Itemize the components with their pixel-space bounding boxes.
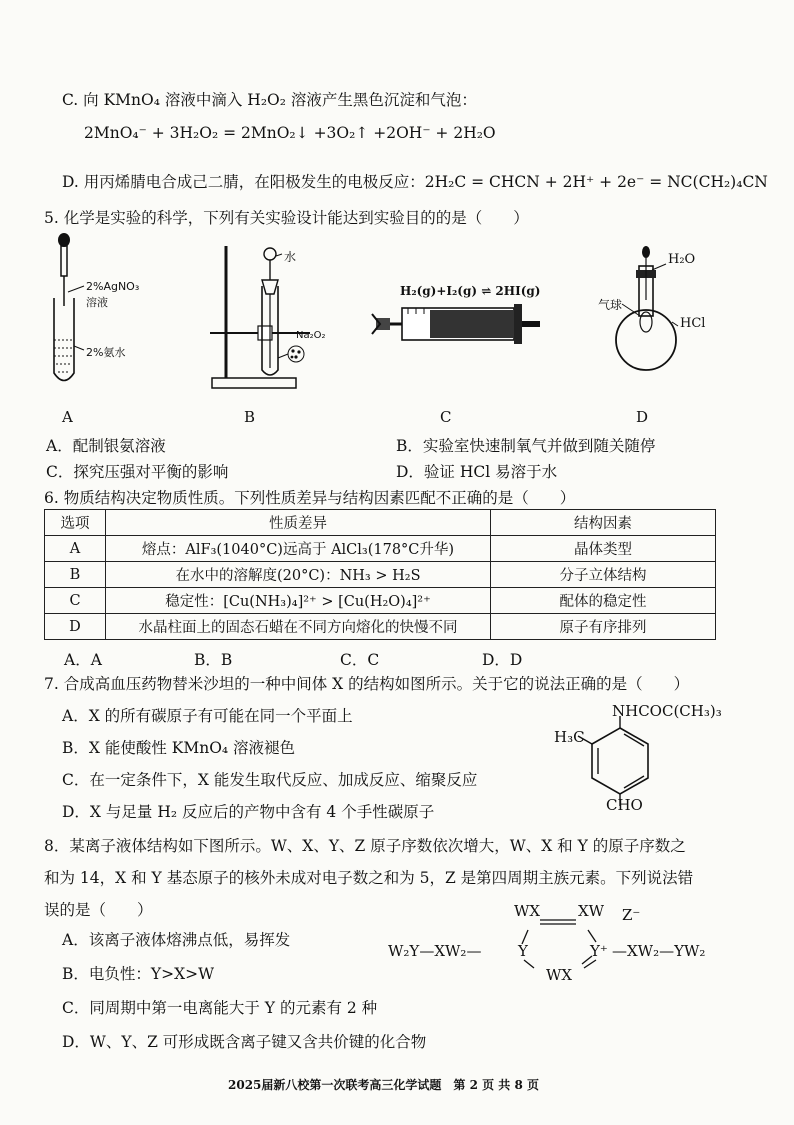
q5-option-b: B．实验室快速制氧气并做到随关随停 bbox=[396, 437, 656, 455]
q7-left-group: H₃C bbox=[554, 728, 585, 746]
fig-b-label: B bbox=[244, 408, 256, 426]
q8-ring-top-right: XW bbox=[578, 902, 605, 920]
table-cell: 稳定性：[Cu(NH₃)₄]²⁺ > [Cu(H₂O)₄]²⁺ bbox=[106, 588, 491, 614]
q8-left-chain: W₂Y—XW₂— bbox=[388, 942, 482, 960]
table-row bbox=[45, 614, 716, 640]
table-cell: C bbox=[45, 588, 106, 614]
q8-ring-top-left: WX bbox=[514, 902, 541, 920]
q8-option-b: B．电负性：Y>X>W bbox=[62, 965, 215, 983]
q8-stem-line2: 和为 14，X 和 Y 基态原子的核外未成对电子数之和为 5，Z 是第四周期主族元素。下列说法错 bbox=[44, 869, 694, 887]
page-footer: 2025届新八校第一次联考高三化学试题 第 2 页 共 8 页 bbox=[228, 1078, 539, 1092]
q8-option-d: D．W、Y、Z 可形成既含离子键又含共价键的化合物 bbox=[62, 1033, 427, 1051]
fig-a-agno3: 2%AgNO₃ bbox=[86, 280, 140, 293]
q7-option-c: C．在一定条件下，X 能发生取代反应、加成反应、缩聚反应 bbox=[62, 771, 478, 789]
figure-b-apparatus bbox=[200, 238, 330, 398]
q6-choice-b: B．B bbox=[194, 651, 233, 669]
fig-d-balloon: 气球 bbox=[598, 298, 623, 312]
q6-table bbox=[44, 509, 716, 640]
q7-bottom-group: CHO bbox=[606, 796, 643, 814]
q8-option-a: A．该离子液体熔沸点低，易挥发 bbox=[62, 931, 291, 949]
q5-option-a: A．配制银氨溶液 bbox=[46, 437, 166, 455]
table-cell: 分子立体结构 bbox=[491, 562, 716, 588]
q8-stem-line1: 8．某离子液体结构如下图所示。W、X、Y、Z 原子序数依次增大，W、X 和 Y 的原子序数之 bbox=[44, 837, 686, 855]
q5-option-d: D．验证 HCl 易溶于水 bbox=[396, 463, 558, 481]
q8-option-c: C．同周期中第一电离能大于 Y 的元素有 2 种 bbox=[62, 999, 378, 1017]
table-cell: 配体的稳定性 bbox=[491, 588, 716, 614]
q6-choice-c: C．C bbox=[340, 651, 380, 669]
table-cell: D bbox=[45, 614, 106, 640]
fig-c-label: C bbox=[440, 408, 452, 426]
fig-d-hcl: HCl bbox=[680, 316, 706, 331]
fig-a-solution: 溶液 bbox=[86, 296, 108, 309]
q8-ring-y-right: Y⁺ bbox=[590, 942, 608, 960]
table-header-row bbox=[45, 510, 716, 536]
fig-a-label: A bbox=[62, 408, 73, 426]
q4-option-c-equation: 2MnO₄⁻ + 3H₂O₂ = 2MnO₂↓ +3O₂↑ +2OH⁻ + 2H₂O bbox=[84, 124, 496, 142]
table-header: 性质差异 bbox=[106, 510, 491, 536]
q7-top-group: NHCOC(CH₃)₃ bbox=[612, 702, 722, 720]
figure-c-syringe bbox=[368, 300, 548, 350]
q6-choice-a: A．A bbox=[64, 651, 102, 669]
table-row bbox=[45, 536, 716, 562]
table-cell: 原子有序排列 bbox=[491, 614, 716, 640]
q6-choice-d: D．D bbox=[482, 651, 523, 669]
q5-stem: 5. 化学是实验的科学，下列有关实验设计能达到实验目的的是（ ） bbox=[44, 209, 529, 227]
table-cell: 熔点：AlF₃(1040°C)远高于 AlCl₃(178°C升华) bbox=[106, 536, 491, 562]
table-cell: 在水中的溶解度(20°C)：NH₃ > H₂S bbox=[106, 562, 491, 588]
q8-right-chain: —XW₂—YW₂ bbox=[612, 942, 706, 960]
q8-stem-line3: 误的是（ ） bbox=[44, 901, 153, 919]
q8-ring-y-left: Y bbox=[518, 942, 528, 960]
table-cell: 水晶柱面上的固态石蜡在不同方向熔化的快慢不同 bbox=[106, 614, 491, 640]
q7-option-b: B．X 能使酸性 KMnO₄ 溶液褪色 bbox=[62, 739, 296, 757]
q6-stem: 6. 物质结构决定物质性质。下列性质差异与结构因素匹配不正确的是（ ） bbox=[44, 489, 576, 507]
q4-option-c-text: C. 向 KMnO₄ 溶液中滴入 H₂O₂ 溶液产生黑色沉淀和气泡： bbox=[62, 91, 477, 109]
fig-b-na2o2: Na₂O₂ bbox=[296, 330, 326, 341]
fig-b-water: 水 bbox=[284, 250, 297, 264]
fig-c-equation: H₂(g)+I₂(g) ⇌ 2HI(g) bbox=[400, 284, 541, 298]
table-cell: 晶体类型 bbox=[491, 536, 716, 562]
table-header: 结构因素 bbox=[491, 510, 716, 536]
q8-anion: Z⁻ bbox=[622, 906, 641, 924]
table-row bbox=[45, 588, 716, 614]
fig-d-label: D bbox=[636, 408, 649, 426]
fig-a-ammonia: 2%氨水 bbox=[86, 346, 126, 359]
table-cell: A bbox=[45, 536, 106, 562]
table-cell: B bbox=[45, 562, 106, 588]
table-header: 选项 bbox=[45, 510, 106, 536]
q8-ring-bottom: WX bbox=[546, 966, 573, 984]
q5-option-c: C．探究压强对平衡的影响 bbox=[46, 463, 229, 481]
q4-option-d-text: D. 用丙烯腈电合成己二腈，在阳极发生的电极反应：2H₂C = CHCN + 2H⁺ + 2e⁻ = NC(CH₂)₄CN bbox=[62, 173, 768, 191]
q7-option-d: D．X 与足量 H₂ 反应后的产物中含有 4 个手性碳原子 bbox=[62, 803, 435, 821]
q7-stem: 7. 合成高血压药物替米沙坦的一种中间体 X 的结构如图所示。关于它的说法正确的是（ ） bbox=[44, 675, 690, 693]
q7-option-a: A．X 的所有碳原子有可能在同一个平面上 bbox=[62, 707, 353, 725]
fig-d-water: H₂O bbox=[668, 252, 696, 267]
figure-a-test-tube bbox=[40, 228, 150, 398]
table-row bbox=[45, 562, 716, 588]
